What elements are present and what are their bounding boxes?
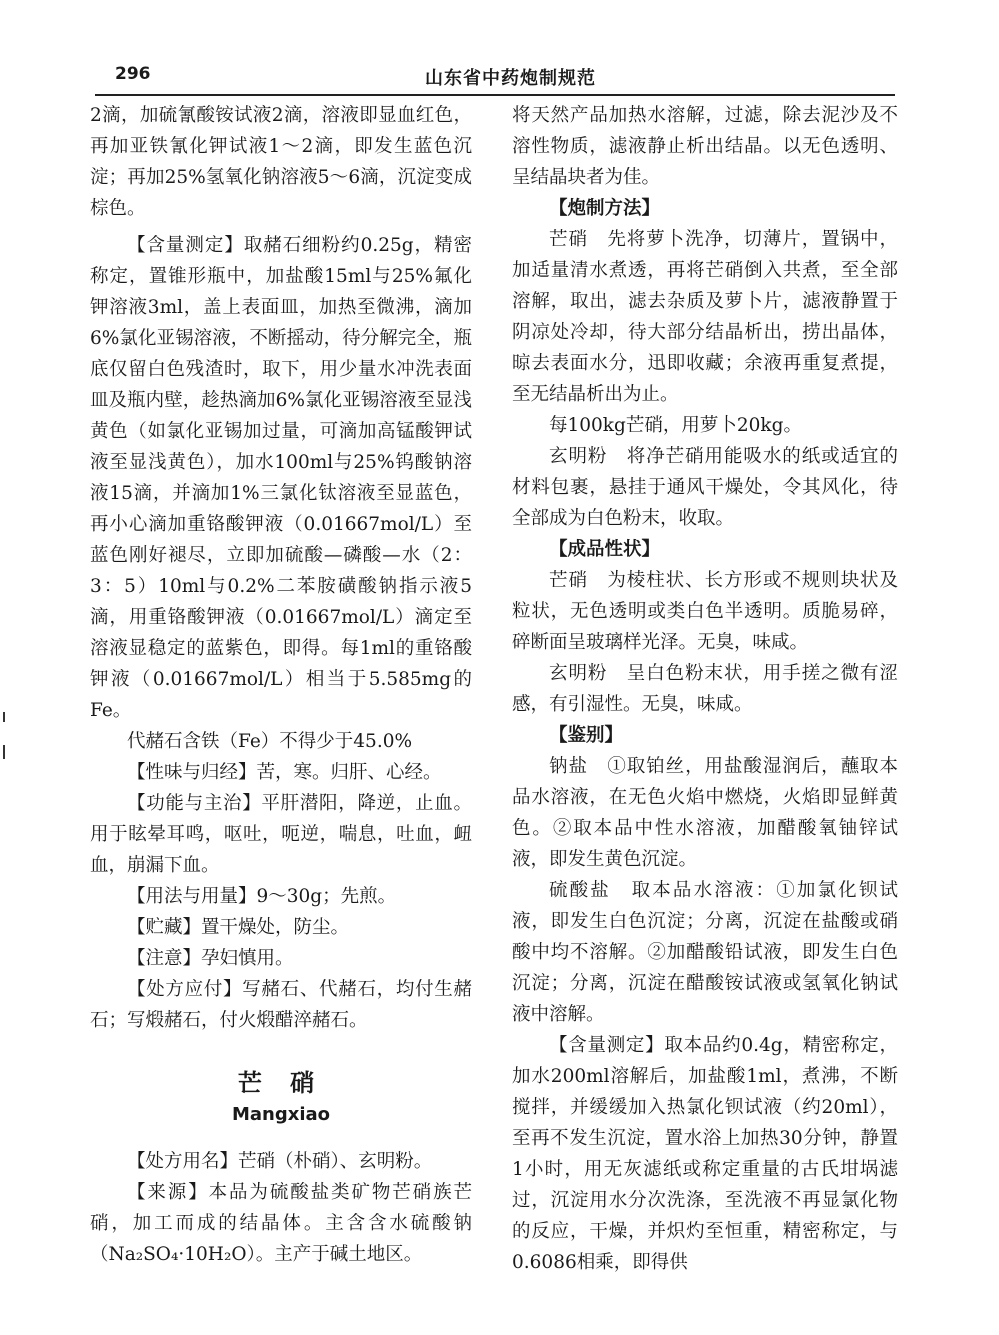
page-number: 296 [115, 64, 151, 84]
section-title: 芒 硝 [237, 1068, 325, 1097]
paragraph: 【含量测定】取本品约0.4g，精密称定，加水200ml溶解后，加盐酸1ml，煮沸，不断搅拌，并缓缓加入热氯化钡试液（约20ml），至再不发生沉淀，置水浴上加热30分钟，静置1小时，用无灰滤纸或称定重量的古氏坩埚滤过，沉淀用水分次洗涤，至洗液不再显氯化物的反应，干燥，并炽灼至恒重，精密称定，与0.6086相乘，即得供 [512, 1035, 898, 1273]
paragraph: 【注意】孕妇慎用。 [127, 948, 294, 969]
right-column [512, 100, 898, 1300]
paragraph: 代赭石含铁（Fe）不得少于45.0% [127, 731, 413, 752]
paragraph: 【处方用名】芒硝（朴硝）、玄明粉。 [127, 1151, 433, 1172]
paragraph: 玄明粉 将净芒硝用能吸水的纸或适宜的材料包裹，悬挂于通风干燥处，令其风化，待全部成为白色粉末，收取。 [512, 446, 898, 529]
page-header [95, 58, 895, 96]
section-heading: 【炮制方法】 [549, 198, 661, 219]
paragraph: 【贮藏】置干燥处，防尘。 [127, 917, 350, 938]
paragraph: 玄明粉 呈白色粉末状，用手搓之微有涩感，有引湿性。无臭，味咸。 [512, 663, 898, 715]
section-pinyin: Mangxiao [231, 1104, 331, 1125]
left-column [90, 100, 472, 1300]
paragraph: 【功能与主治】平肝潜阳，降逆，止血。用于眩晕耳鸣，呕吐，呃逆，喘息，吐血，衄血，崩漏下血。 [90, 793, 472, 876]
paragraph: 【用法与用量】9～30g；先煎。 [127, 886, 397, 907]
margin-mark [3, 745, 5, 759]
paragraph: 【处方应付】写赭石、代赭石，均付生赭石；写煅赭石，付火煅醋淬赭石。 [90, 979, 472, 1031]
paragraph: 【性味与归经】苦，寒。归肝、心经。 [127, 762, 442, 783]
paragraph: 将天然产品加热水溶解，过滤，除去泥沙及不溶性物质，滤液静止析出结晶。以无色透明、呈结晶块者为佳。 [512, 105, 898, 188]
paragraph: 【含量测定】取赭石细粉约0.25g，精密称定，置锥形瓶中，加盐酸15ml与25%氟化钾溶液3ml，盖上表面皿，加热至微沸，滴加6%氯化亚锡溶液，不断摇动，待分解完全，瓶底仅留白色残渣时，取下，用少量水冲洗表面皿及瓶内壁，趁热滴加6%氯化亚锡溶液至显浅黄色（如氯化亚锡加过量，可滴加高锰酸钾试液至显浅黄色），加水100ml与25%钨酸钠溶液15滴，并滴加1%三氯化钛溶液至显蓝色，再小心滴加重铬酸钾液（0.01667mol/L）至蓝色刚好褪尽，立即加硫酸—磷酸—水（2：3：5）10ml与0.2%二苯胺磺酸钠指示液5滴，用重铬酸钾液（0.01667mol/L）滴定至溶液显稳定的蓝紫色，即得。每1ml的重铬酸钾液（0.01667mol/L）相当于5.585mg的Fe。 [90, 235, 472, 721]
paragraph: 芒硝 为棱柱状、长方形或不规则块状及粒状，无色透明或类白色半透明。质脆易碎，碎断面呈玻璃样光泽。无臭，味咸。 [512, 570, 898, 653]
paragraph: 每100kg芒硝，用萝卜20kg。 [549, 415, 802, 436]
section-heading: 【鉴别】 [549, 725, 624, 746]
paragraph: 2滴，加硫氰酸铵试液2滴，溶液即显血红色，再加亚铁氰化钾试液1～2滴，即发生蓝色沉淀；再加25%氢氧化钠溶液5～6滴，沉淀变成棕色。 [90, 105, 472, 219]
paragraph: 【来源】本品为硫酸盐类矿物芒硝族芒硝，加工而成的结晶体。主含含水硫酸钠（Na₂SO₄·10H₂O）。主产于碱土地区。 [90, 1182, 472, 1265]
paragraph: 芒硝 先将萝卜洗净，切薄片，置锅中，加适量清水煮透，再将芒硝倒入共煮，至全部溶解，取出，滤去杂质及萝卜片，滤液静置于阴凉处冷却，待大部分结晶析出，捞出晶体，晾去表面水分，迅即收藏；余液再重复煮提，至无结晶析出为止。 [512, 229, 898, 405]
paragraph: 钠盐 ①取铂丝，用盐酸湿润后，蘸取本品水溶液，在无色火焰中燃烧，火焰即显鲜黄色。②取本品中性水溶液，加醋酸氧铀锌试液，即发生黄色沉淀。 [512, 756, 898, 870]
margin-mark [3, 712, 5, 722]
running-title: 山东省中药炮制规范 [425, 68, 596, 89]
section-heading: 【成品性状】 [549, 539, 661, 560]
paragraph: 硫酸盐 取本品水溶液：①加氯化钡试液，即发生白色沉淀；分离，沉淀在盐酸或硝酸中均不溶解。②加醋酸铅试液，即发生白色沉淀；分离，沉淀在醋酸铵试液或氢氧化钠试液中溶解。 [512, 880, 898, 1025]
